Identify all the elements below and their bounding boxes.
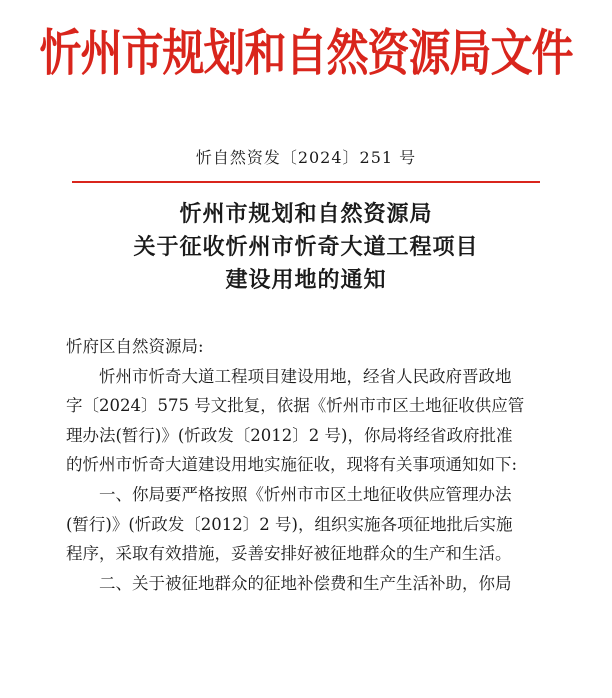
red-divider-line <box>72 181 540 183</box>
addressee: 忻府区自然资源局: <box>66 337 204 356</box>
title-line-1: 忻州市规划和自然资源局 <box>179 201 433 227</box>
masthead-title: 忻州市规划和自然资源局文件 <box>39 23 573 82</box>
body-line-5: 一、你局要严格按照《忻州市市区土地征收供应管理办法 <box>99 484 512 504</box>
notice-body <box>66 332 550 598</box>
body-line-7: 程序，采取有效措施，妥善安排好被征地群众的生产和生活。 <box>66 544 512 564</box>
body-line-2: 字〔2024〕575 号文批复，依据《忻州市市区土地征收供应管 <box>66 396 525 416</box>
title-line-2: 关于征收忻州市忻奇大道工程项目 <box>133 234 479 260</box>
document-number: 忻自然资发〔2024〕251 号 <box>195 148 417 167</box>
title-line-3: 建设用地的通知 <box>225 267 387 293</box>
body-line-3: 理办法(暂行)》(忻政发〔2012〕2 号)，你局将经省政府批准 <box>66 425 513 445</box>
body-line-1: 忻州市忻奇大道工程项目建设用地，经省人民政府晋政地 <box>99 366 512 386</box>
notice-title <box>0 198 612 297</box>
body-line-8: 二、关于被征地群众的征地补偿费和生产生活补助，你局 <box>99 573 512 593</box>
body-line-6: (暂行)》(忻政发〔2012〕2 号)，组织实施各项征地批后实施 <box>66 514 513 534</box>
body-line-4: 的忻州市忻奇大道建设用地实施征收，现将有关事项通知如下: <box>66 455 518 475</box>
